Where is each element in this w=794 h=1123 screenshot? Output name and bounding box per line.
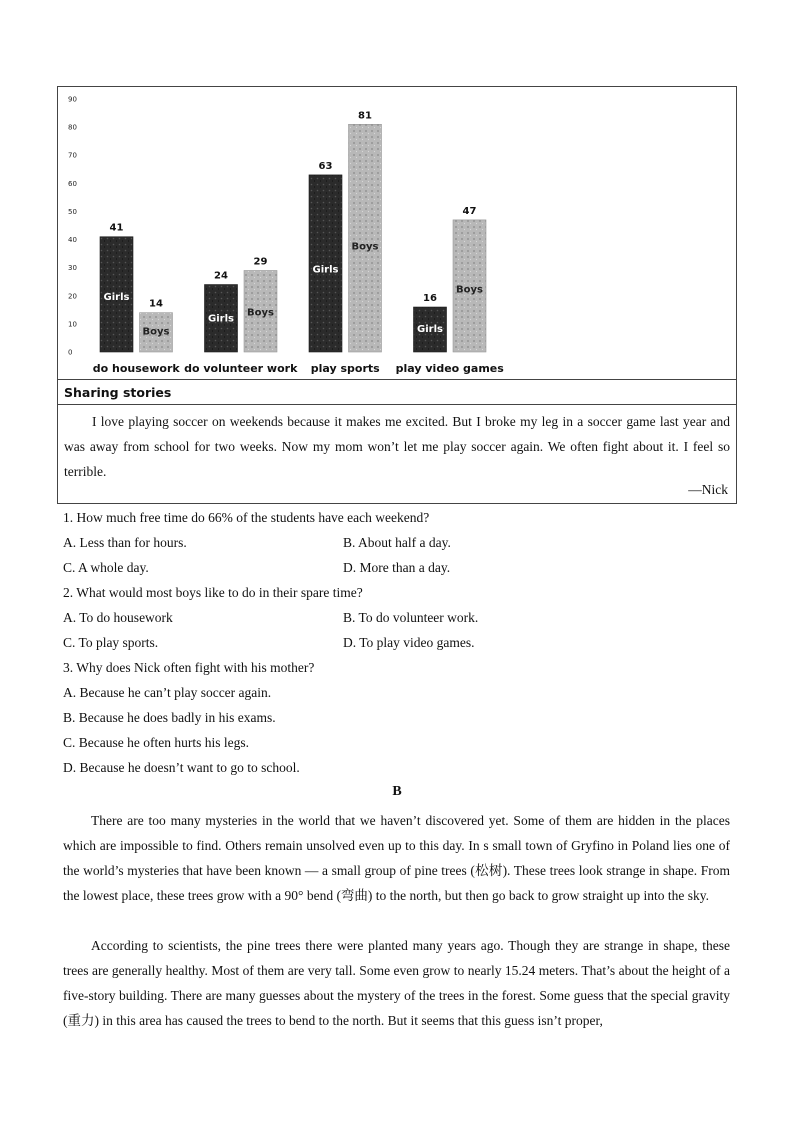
bar-chart-svg <box>58 87 736 379</box>
y-tick-label: 60 <box>68 179 77 188</box>
y-tick-label: 30 <box>68 264 77 273</box>
bar-value-label: 24 <box>214 270 228 282</box>
question-1-option-d: D. More than a day. <box>343 560 451 575</box>
section-b-paragraph-2: According to scientists, the pine trees there were planted many years ago. Though they are strange in shape, these trees are generally healthy. Most of them are very tall. Some even grow to nearly 15.24 meters. That’s about the height of a five-story building. There are many guesses about the mystery of the trees in the forest. Some guess that the special gravity (重力) in this area has caused the trees to bend to the north. But it seems that this guess isn’t proper, <box>63 938 730 1028</box>
bar-series-label: Boys <box>351 241 379 253</box>
bar-series-label: Girls <box>417 323 443 335</box>
bar-value-label: 16 <box>423 293 437 305</box>
question-2-option-a: A. To do housework <box>63 610 173 625</box>
bar-series-label: Girls <box>312 264 339 276</box>
y-tick-label: 0 <box>68 348 73 357</box>
bar-value-label: 47 <box>462 205 477 217</box>
bar-series-label: Boys <box>247 307 274 319</box>
chart-and-story-box <box>57 86 737 504</box>
category-label: play video games <box>395 362 504 375</box>
question-3-option-d: D. Because he doesn’t want to go to school. <box>63 760 300 775</box>
y-tick-label: 70 <box>68 151 77 160</box>
question-1-option-b: B. About half a day. <box>343 535 451 550</box>
bar-value-label: 29 <box>253 256 268 268</box>
bar-boys <box>349 124 382 352</box>
story-heading: Sharing stories <box>58 379 736 405</box>
bar-value-label: 81 <box>358 110 372 122</box>
question-2-option-b: B. To do volunteer work. <box>343 610 479 625</box>
y-tick-label: 40 <box>68 236 77 245</box>
question-3-option-b: B. Because he does badly in his exams. <box>63 710 276 725</box>
section-b-title: B <box>392 784 402 799</box>
story-signer: —Nick <box>688 482 728 497</box>
section-b-paragraph-1: There are too many mysteries in the world that we haven’t discovered yet. Some of them are hidden in the places which are impossible to find. Others remain unsolved even up to this day. In s small town of Gryfino in Poland lies one of the world’s mysteries that have been known — a small group of pine trees (松树). These trees look strange in shape. From the lowest place, these trees grow with a 90° bend (弯曲) to the north, but then go back to grow straight up into the sky. <box>63 813 730 903</box>
y-tick-label: 10 <box>68 320 77 329</box>
question-2-option-d: D. To play video games. <box>343 635 475 650</box>
question-2-option-c: C. To play sports. <box>63 635 159 650</box>
y-tick-label: 90 <box>68 95 77 104</box>
bar-value-label: 14 <box>149 298 163 310</box>
bar-series-label: Boys <box>456 284 483 296</box>
bar-value-label: 63 <box>318 160 333 172</box>
question-3-option-c: C. Because he often hurts his legs. <box>63 735 249 750</box>
bar-series-label: Boys <box>142 326 170 338</box>
question-3-stem: 3. Why does Nick often fight with his mother? <box>63 660 315 675</box>
category-label: do volunteer work <box>184 362 298 375</box>
category-label: do housework <box>92 362 180 375</box>
bar-series-label: Girls <box>208 313 234 325</box>
question-3-option-a: A. Because he can’t play soccer again. <box>63 685 272 700</box>
question-2-stem: 2. What would most boys like to do in their spare time? <box>63 585 363 600</box>
y-tick-label: 20 <box>68 292 77 301</box>
question-1-stem: 1. How much free time do 66% of the students have each weekend? <box>63 510 430 525</box>
question-1-option-a: A. Less than for hours. <box>63 535 187 550</box>
bar-value-label: 41 <box>109 222 124 234</box>
y-tick-label: 80 <box>68 123 77 132</box>
category-label: play sports <box>310 362 380 375</box>
question-1-option-c: C. A whole day. <box>63 560 149 575</box>
story-body: I love playing soccer on weekends because it makes me excited. But I broke my leg in a soccer game last year and was away from school for two weeks. Now my mom won’t let me play soccer again. We often fight about it. I feel so terrible. <box>64 414 730 479</box>
y-tick-label: 50 <box>68 207 77 216</box>
bar-chart <box>58 87 736 379</box>
bar-series-label: Girls <box>103 292 130 304</box>
